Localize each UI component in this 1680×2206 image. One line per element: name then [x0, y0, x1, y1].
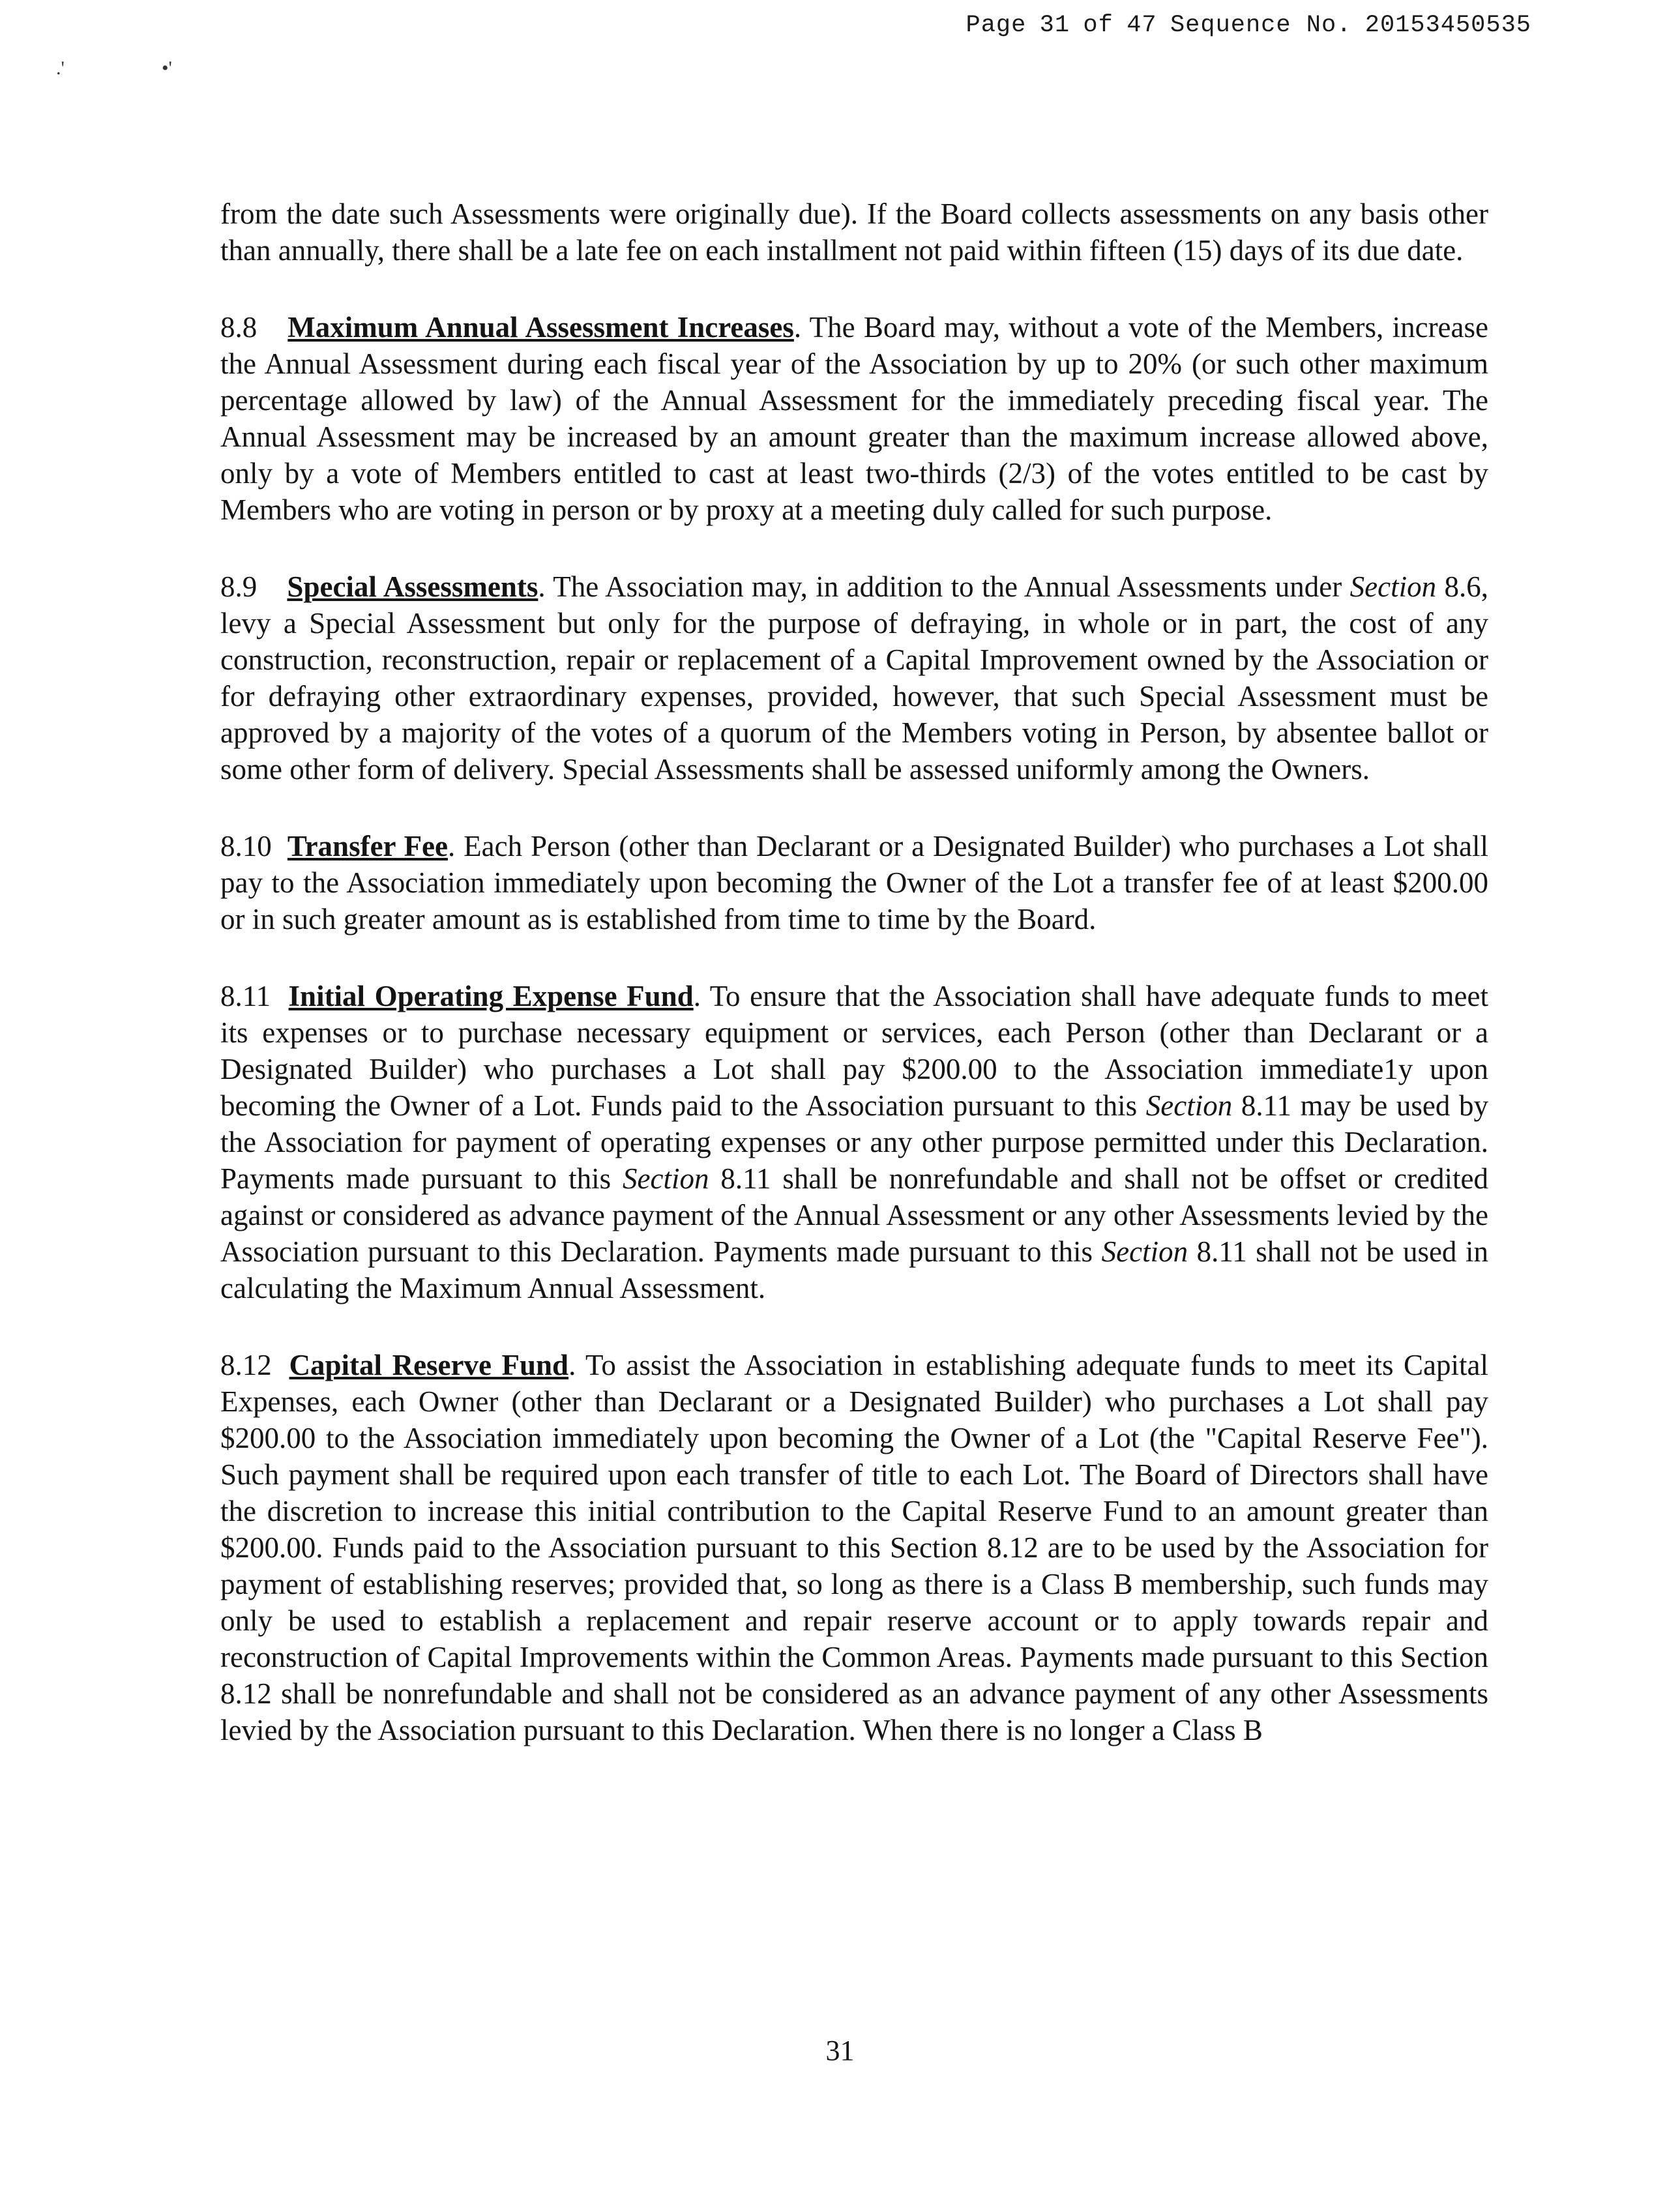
section-text: To ensure that the Association shall have adequate funds to meet its expenses or to purchase necessary equipment or services, each Person (other than Declarant or a Designated Builder) who purchases a Lot shall pay $200.00 to the Association immediate1y upon becoming the Owner of a Lot. Funds paid to the Association pursuant to this	[220, 980, 1488, 1122]
paragraph-intro	[220, 196, 1488, 269]
section-8-12: 8.12 Capital Reserve Fund. To assist the Association in establishing adequate funds to meet its Capital Expenses, each Owner (other than Declarant or a Designated Builder) who purchases a Lot shall pay $200.00 to the Association immediately upon becoming the Owner of a Lot (the "Capital Reserve Fee"). Such payment shall be required upon each transfer of title to each Lot. The Board of Directors shall have the discretion to increase this initial contribution to the Capital Reserve Fund to an amount greater than $200.00. Funds paid to the Association pursuant to this Section 8.12 are to be used by the Association for payment of establishing reserves; provided that, so long as there is a Class B membership, such funds may only be used to establish a replacement and repair reserve account or to apply towards repair and reconstruction of Capital Improvements within the Common Areas. Payments made pursuant to this Section 8.12 shall be nonrefundable and shall not be considered as an advance payment of any other Assessments levied by the Association pursuant to this Declaration. When there is no longer a Class B	[220, 1347, 1488, 1748]
paragraph-text: from the date such Assessments were originally due). If the Board collects assessments on any basis other than annually, there shall be a late fee on each installment not paid within fifteen (15) days of its due date.	[220, 198, 1488, 267]
scan-mark: .'	[56, 57, 65, 79]
section-heading: Capital Reserve Fund	[289, 1349, 569, 1381]
section-text: Each Person (other than Declarant or a Designated Builder) who purchases a Lot shall pay to the Association immediately upon becoming the Owner of the Lot a transfer fee of at least $200.00 or in such greater amount as is established from time to time by the Board.	[220, 830, 1489, 935]
section-heading: Initial Operating Expense Fund	[288, 980, 694, 1012]
section-8-8: 8.8 Maximum Annual Assessment Increases. The Board may, without a vote of the Members, increase the Annual Assessment during each fiscal year of the Association by up to 20% (or such other maximum percentage allowed by law) of the Annual Assessment for the immediately preceding fiscal year. The Annual Assessment may be increased by an amount greater than the maximum increase allowed above, only by a vote of Members entitled to cast at least two-thirds (2/3) of the votes entitled to be cast by Members who are voting in person or by proxy at a meeting duly called for such purpose.	[220, 309, 1488, 528]
section-number: 8.10	[220, 830, 272, 862]
sequence-number: 20153450535	[1364, 12, 1531, 39]
page-total: 47	[1127, 12, 1157, 39]
section-text: 8.6, levy a Special Assessment but only for the purpose of defraying, in whole or in part, the cost of any construction, reconstruction, repair or replacement of a Capital Improvement owned by the Association or for defraying other extraordinary expenses, provided, however, that such Special Assessment must be approved by a majority of the votes of a quorum of the Members voting in Person, by absentee ballot or some other form of delivery. Special Assessments shall be assessed uniformly among the Owners.	[220, 570, 1489, 786]
page-number: 31	[825, 2035, 855, 2066]
section-reference-word: Section	[623, 1162, 709, 1195]
section-8-11: 8.11 Initial Operating Expense Fund. To ensure that the Association shall have adequate funds to meet its expenses or to purchase necessary equipment or services, each Person (other than Declarant or a Designated Builder) who purchases a Lot shall pay $200.00 to the Association immediate1y upon becoming the Owner of a Lot. Funds paid to the Association pursuant to this Section 8.11 may be used by the Association for payment of operating expenses or any other purpose permitted under this Declaration. Payments made pursuant to this Section 8.11 shall be nonrefundable and shall not be offset or credited against or considered as advance payment of the Annual Assessment or any other Assessments levied by the Association pursuant to this Declaration. Payments made pursuant to this Section 8.11 shall not be used in calculating the Maximum Annual Assessment.	[220, 978, 1488, 1306]
section-text: The Association may, in addition to the Annual Assessments under	[553, 570, 1342, 603]
scan-mark: •'	[162, 57, 172, 79]
page-label: Page	[965, 12, 1027, 39]
section-text: 8.11 shall not be used in calculating the Maximum Annual Assessment.	[220, 1235, 1488, 1304]
section-text: To assist the Association in establishing adequate funds to meet its Capital Expenses, each Owner (other than Declarant or a Designated Builder) who purchases a Lot shall pay $200.00 to the Association immediately upon becoming the Owner of a Lot (the "Capital Reserve Fee"). Such payment shall be required upon each transfer of title to each Lot. The Board of Directors shall have the discretion to increase this initial contribution to the Capital Reserve Fund to an amount greater than $200.00. Funds paid to the Association pursuant to this Section 8.12 are to be used by the Association for payment of establishing reserves; provided that, so long as there is a Class B membership, such funds may only be used to establish a replacement and repair reserve account or to apply towards repair and reconstruction of Capital Improvements within the Common Areas. Payments made pursuant to this Section 8.12 shall be nonrefundable and shall not be considered as an advance payment of any other Assessments levied by the Association pursuant to this Declaration. When there is no longer a Class B	[220, 1349, 1488, 1746]
section-heading: Maximum Annual Assessment Increases	[287, 311, 794, 344]
section-8-10: 8.10 Transfer Fee. Each Person (other than Declarant or a Designated Builder) who purchases a Lot shall pay to the Association immediately upon becoming the Owner of the Lot a transfer fee of at least $200.00 or in such greater amount as is established from time to time by the Board.	[220, 828, 1488, 937]
page-header	[965, 12, 1531, 39]
section-text: The Board may, without a vote of the Members, increase the Annual Assessment during each fiscal year of the Association by up to 20% (or such other maximum percentage allowed by law) of the Annual Assessment for the immediately preceding fiscal year. The Annual Assessment may be increased by an amount greater than the maximum increase allowed above, only by a vote of Members entitled to cast at least two-thirds (2/3) of the votes entitled to be cast by Members who are voting in person or by proxy at a meeting duly called for such purpose.	[220, 311, 1488, 526]
section-text: 8.11 may be used by the Association for payment of operating expenses or any other purpose permitted under this Declaration. Payments made pursuant to this	[220, 1089, 1488, 1195]
section-number: 8.11	[220, 980, 271, 1012]
section-8-9: 8.9 Special Assessments. The Association may, in addition to the Annual Assessments under Section 8.6, levy a Special Assessment but only for the purpose of defraying, in whole or in part, the cost of any construction, reconstruction, repair or replacement of a Capital Improvement owned by the Association or for defraying other extraordinary expenses, provided, however, that such Special Assessment must be approved by a majority of the votes of a quorum of the Members voting in Person, by absentee ballot or some other form of delivery. Special Assessments shall be assessed uniformly among the Owners.	[220, 568, 1488, 787]
section-number: 8.8	[220, 311, 258, 344]
page-of: of	[1083, 12, 1113, 39]
page-current: 31	[1039, 12, 1070, 39]
section-reference-word: Section	[1101, 1235, 1188, 1268]
document-body	[220, 196, 1488, 1789]
section-number: 8.9	[220, 570, 258, 603]
sequence-label: Sequence No.	[1170, 12, 1352, 39]
section-heading: Transfer Fee	[287, 830, 449, 862]
section-heading: Special Assessments	[287, 570, 538, 603]
section-text: 8.11 shall be nonrefundable and shall not be offset or credited against or considered as advance payment of the Annual Assessment or any other Assessments levied by the Association pursuant to this Declaration. Payments made pursuant to this	[220, 1162, 1489, 1268]
section-number: 8.12	[220, 1349, 272, 1381]
section-reference-word: Section	[1349, 570, 1437, 603]
section-reference-word: Section	[1145, 1089, 1233, 1122]
